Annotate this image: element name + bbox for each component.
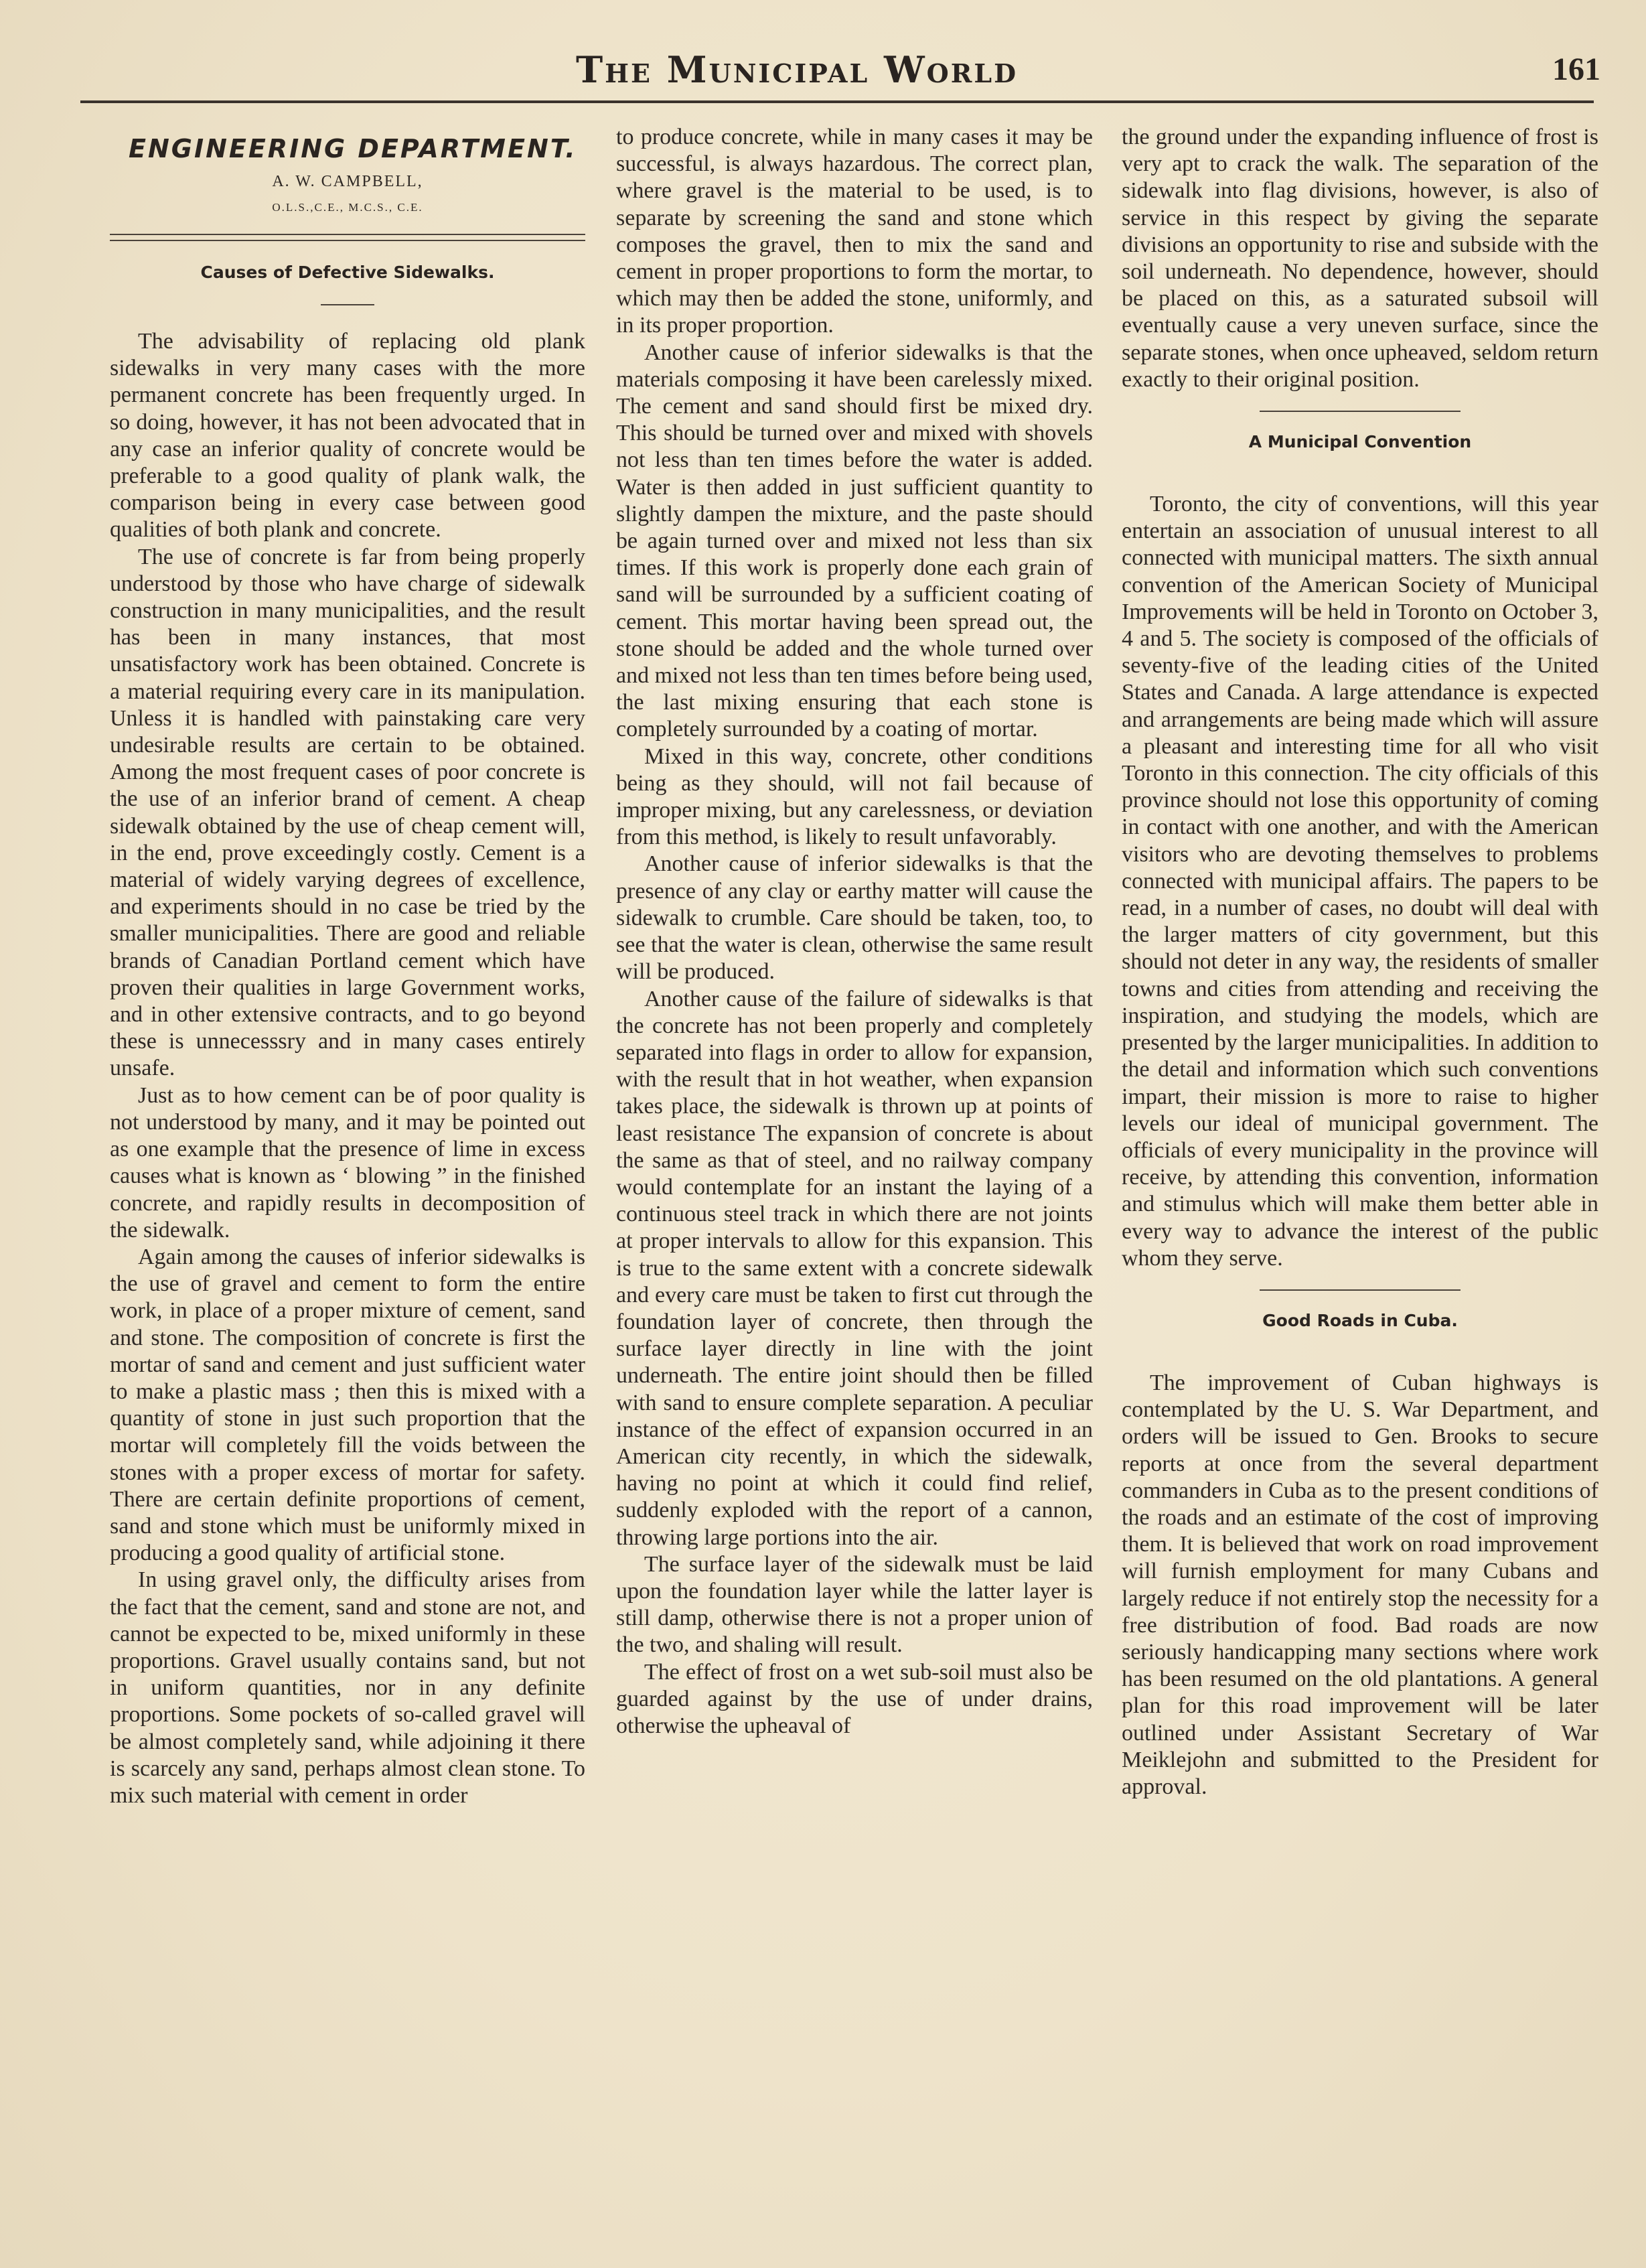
article-separator [1260,411,1461,412]
department-title: ENGINEERING DEPARTMENT. [129,134,577,163]
article-paragraph: The surface layer of the sidewalk must be laid upon the foundation layer while the latter layer is still damp, otherwise there is not a proper union of the two, and shaling will result. [616,1551,1093,1658]
heading-rule [321,304,374,305]
article-paragraph: Mixed in this way, concrete, other conditions being as they should, will not fail because of improper mixing, but any carelessness, or deviation from this method, is likely to result unfavorably. [616,743,1093,850]
author-name: A. W. CAMPBELL, [272,173,423,190]
column-3 [1122,124,1598,1800]
article-paragraph: Again among the causes of inferior sidewalks is the use of gravel and cement to form the entire work, in place of a proper mixture of cement, sand and stone. The composition of concrete is first the mortar of sand and cement and just sufficient water to make a plastic mass ; then this is mixed with a quantity of stone in just such proportion that the mortar will completely fill the voids between the stones with a proper excess of mortar for safety. There are certain definite proportions of cement, sand and stone which must be uniformly mixed in producing a good quality of artificial stone. [110,1244,585,1566]
article-paragraph-continued: to produce concrete, while in many cases it may be successful, is always hazardous. The correct plan, where gravel is the material to be used, is to separate by screening the sand and stone which composes the gravel, then to mix the sand and cement in proper proportions to form the mortar, to which may then be added the stone, uniformly, and in its proper proportion. [616,125,1093,338]
author-credentials: O.L.S.,C.E., M.C.S., C.E. [272,201,423,214]
article-paragraph-continued: the ground under the expanding influence of frost is very apt to crack the walk. The separation of the sidewalk into flag divisions, however, is also of service in this respect by giving the separate divisions an opportunity to rise and subside with the soil underneath. No dependence, however, should be placed on this, as a saturated subsoil will eventually cause a very uneven surface, since the separate stones, when once upheaved, seldom return exactly to their original position. [1122,125,1598,392]
article-paragraph: Another cause of inferior sidewalks is that the materials composing it have been carelessly mixed. The cement and sand should first be mixed dry. This should be turned over and mixed with shovels not less than ten times before the water is added. Water is then added in just sufficient quantity to slightly dampen the mixture, and the paste should be again turned over and mixed not less than six times. If this work is properly done each grain of sand will be surrounded by a sufficient coating of cement. This mortar having been spread out, the stone should be added and the whole turned over and mixed not less than ten times before being used, the last mixing ensuring that each stone is completely surrounded by a coating of mortar. [616,340,1093,742]
column-2 [616,124,1093,1740]
article-heading-sidewalks: Causes of Defective Sidewalks. [200,263,495,282]
publication-title: The Municipal World [575,48,1019,91]
department-divider [110,234,585,241]
masthead-rule [80,100,1594,103]
article-paragraph: The effect of frost on a wet sub-soil must also be guarded against by the use of under drains, otherwise the upheaval of [616,1659,1093,1738]
masthead [94,47,1600,100]
article-heading-cuba: Good Roads in Cuba. [1262,1310,1458,1330]
article-heading-convention: A Municipal Convention [1248,432,1472,452]
article-paragraph: The use of concrete is far from being properly understood by those who have charge of sidewalk construction in many municipalities, and the result has been in many instances, that most unsatisfactory work has been obtained. Concrete is a material requiring every care in its manipulation. Unless it is handled with painstaking care very undesirable results are certain to be obtained. Among the most frequent cases of poor concrete is the use of an inferior brand of cement. A cheap sidewalk obtained by the use of cheap cement will, in the end, prove exceedingly costly. Cement is a material of widely varying degrees of excellence, and experiments should in no case be tried by the smaller municipalities. There are good and reliable brands of Canadian Portland cement which have proven their qualities in large Government works, and in other extensive contracts, and to go beyond these is unnecesssry and in many cases entirely unsafe. [110,544,585,1081]
article-paragraph: Another cause of the failure of sidewalks is that the concrete has not been properly and completely separated into flags in order to allow for expansion, with the result that in hot weather, when expansion takes place, the sidewalk is thrown up at points of least resistance The expansion of concrete is about the same as that of steel, and no railway company would contemplate for an instant the laying of a continuous steel track in which there are not joints at proper intervals to allow for this expansion. This is true to the same extent with a concrete sidewalk and every care must be taken to first cut through the foundation layer of concrete, then through the surface layer directly in line with the joint underneath. The entire joint should then be filled with sand to ensure complete separation. A peculiar instance of the effect of expansion occurred in an American city recently, in which the sidewalk, having no point at which it could find relief, suddenly exploded with the report of a cannon, throwing large portions into the air. [616,986,1093,1550]
page-number: 161 [1552,52,1600,87]
article-paragraph: The improvement of Cuban highways is contemplated by the U. S. War Department, and orders will be issued to Gen. Brooks to secure reports at once from the several department commanders in Cuba as to the present conditions of the roads and an estimate of the cost of improving them. It is believed that work on road improvement will furnish employment for many Cubans and largely reduce if not entirely stop the necessity for a free distribution of food. Bad roads are now seriously handicapping many sections where work has been resumed on the old plantations. A general plan for this road improvement will be later outlined under Assistant Secretary of War Meiklejohn and submitted to the President for approval. [1122,1370,1598,1799]
article-paragraph: Another cause of inferior sidewalks is that the presence of any clay or earthy matter will cause the sidewalk to crumble. Care should be taken, too, to see that the water is clean, otherwise the same result will be produced. [616,851,1093,985]
article-paragraph: Toronto, the city of conventions, will this year entertain an association of unusual interest to all connected with municipal matters. The sixth annual convention of the American Society of Municipal Improvements will be held in Toronto on October 3, 4 and 5. The society is composed of the officials of seventy-five of the leading cities of the United States and Canada. A large attendance is expected and arrangements are being made which will assure a pleasant and interesting time for all who visit Toronto in this connection. The city officials of this province should not lose this opportunity of coming in contact with one another, and with the American visitors who are devoting themselves to problems connected with municipal affairs. The papers to be read, in a number of cases, no doubt will deal with the larger matters of city government, but this should not deter in any way, the residents of smaller towns and cities from attending and receiving the inspiration, and studying the models, which are presented by the larger municipalities. In addition to the detail and information which such conventions impart, their mission is more to raise to higher levels our ideal of municipal government. The officials of every municipality in the province will receive, by attending this convention, information and stimulus which will make them better able in every way to advance the interest of the public whom they serve. [1122,492,1598,1271]
article-paragraph: The advisability of replacing old plank sidewalks in very many cases with the more permanent concrete has been frequently urged. In so doing, however, it has not been advocated that in any case an inferior quality of concrete would be preferable to a good quality of plank walk, the comparison being in every case between good qualities of both plank and concrete. [110,329,585,543]
column-1 [110,124,585,1809]
article-paragraph: In using gravel only, the difficulty arises from the fact that the cement, sand and stone are not, and cannot be expected to be, mixed uniformly in these proportions. Gravel usually contains sand, but not in uniform quantities, nor in any definite proportions. Some pockets of so-called gravel will be almost completely sand, while adjoining it there is scarcely any sand, perhaps almost clean stone. To mix such material with cement in order [110,1567,585,1808]
article-paragraph: Just as to how cement can be of poor quality is not understood by many, and it may be pointed out as one example that the presence of lime in excess causes what is known as ‘ blowing ” in the finished concrete, and rapidly results in decomposition of the sidewalk. [110,1082,585,1243]
article-separator [1260,1289,1461,1291]
